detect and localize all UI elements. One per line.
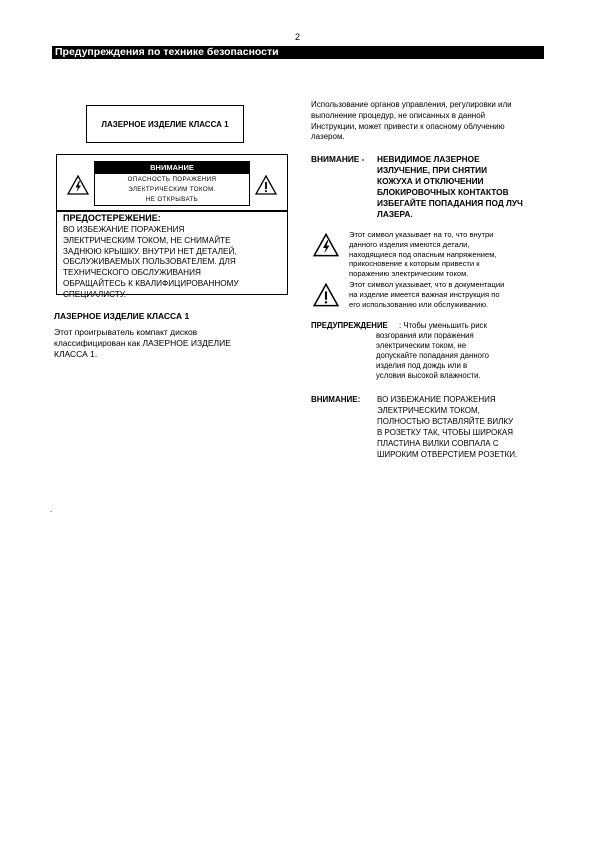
caution-line: ОБРАЩАЙТЕСЬ К КВАЛИФИЦИРОВАННОМУ [63, 278, 239, 288]
plug-attention-label: ВНИМАНИЕ: [311, 395, 361, 404]
caution-line: условия высокой влажности. [376, 371, 481, 380]
paragraph-line: выполнение процедур, не описанных в данной [311, 110, 486, 120]
paragraph-line: Использование органов управления, регулировки или [311, 100, 512, 109]
attention-line: ШИРОКИМ ОТВЕРСТИЕМ РОЗЕТКИ. [377, 449, 518, 459]
laser-warning-label: ВНИМАНИЕ - [311, 154, 365, 164]
laser-class-paragraph [54, 327, 276, 361]
lightning-triangle-icon [67, 175, 89, 195]
caution-box [56, 210, 288, 299]
laser-class-heading: ЛАЗЕРНОЕ ИЗДЕЛИЕ КЛАССА 1 [54, 311, 190, 321]
description-line: Этот символ указывает, что в документации [349, 280, 505, 289]
caution-text [63, 225, 281, 301]
caution-line: допускайте попадания данного [376, 351, 489, 360]
caution-line: электрическим током, не [376, 341, 467, 350]
attention-line: ПОЛНОСТЬЮ ВСТАВЛЯЙТЕ ВИЛКУ [377, 416, 514, 426]
description-line: на изделие имеется важная инструкция по [349, 289, 500, 299]
paragraph-line: КЛАССА 1. [54, 349, 98, 360]
warning-line: ИЗБЕГАЙТЕ ПОПАДАНИЯ ПОД ЛУЧ [377, 197, 523, 208]
stray-dot: . [50, 505, 53, 514]
controls-warning-paragraph [311, 100, 543, 143]
caution-line: ОБСЛУЖИВАЕМЫХ ПОЛЬЗОВАТЕЛЕМ. ДЛЯ [63, 257, 236, 267]
warning-line: ЛАЗЕРА. [377, 208, 413, 219]
caution-title: ПРЕДОСТЕРЕЖЕНИЕ: [63, 213, 161, 223]
laser-class-label: ЛАЗЕРНОЕ ИЗДЕЛИЕ КЛАССА 1 [86, 105, 244, 143]
section-header [52, 46, 544, 59]
caution-line: изделия под дождь или в [376, 361, 468, 370]
attention-line: В РОЗЕТКУ ТАК, ЧТОБЫ ШИРОКАЯ [377, 427, 513, 437]
warning-notice [94, 161, 250, 206]
paragraph-line: лазером. [311, 132, 345, 142]
moisture-caution-text [376, 331, 546, 381]
caution-line: возгорания или поражения [376, 331, 474, 340]
lightning-symbol-description [349, 230, 549, 279]
attention-line: ПЛАСТИНА ВИЛКИ СОВПАЛА С [377, 438, 499, 448]
plug-attention-text [377, 395, 547, 460]
warning-line: ОПАСНОСТЬ ПОРАЖЕНИЯ [127, 176, 217, 183]
warning-line: БЛОКИРОВОЧНЫХ КОНТАКТОВ [377, 186, 509, 197]
warning-notice-text [95, 175, 249, 205]
description-line: Этот символ указывает на то, что внутри [349, 230, 494, 239]
exclamation-symbol-description [349, 280, 549, 309]
caution-line: ЗАДНЮЮ КРЫШКУ. ВНУТРИ НЕТ ДЕТАЛЕЙ, [63, 246, 237, 256]
laser-warning-text [377, 154, 547, 219]
paragraph-line: Этот проигрыватель компакт дисков [54, 327, 198, 337]
caution-line: СПЕЦИАЛИСТУ. [63, 289, 127, 299]
caution-line: ТЕХНИЧЕСКОГО ОБСЛУЖИВАНИЯ [63, 268, 201, 278]
exclamation-triangle-icon [255, 175, 277, 195]
description-line: его использованию или обслуживанию. [349, 299, 489, 309]
paragraph-line: классифицирован как ЛАЗЕРНОЕ ИЗДЕЛИЕ [54, 338, 231, 349]
caution-line: ВО ИЗБЕЖАНИЕ ПОРАЖЕНИЯ [63, 225, 185, 234]
attention-line: ЭЛЕКТРИЧЕСКИМ ТОКОМ, [377, 405, 480, 415]
attention-line: ВО ИЗБЕЖАНИЕ ПОРАЖЕНИЯ [377, 395, 496, 404]
exclamation-triangle-icon [313, 283, 339, 307]
warning-line: НЕ ОТКРЫВАТЬ [145, 196, 199, 203]
warning-line: КОЖУХА И ОТКЛЮЧЕНИИ [377, 175, 484, 186]
warning-line: НЕВИДИМОЕ ЛАЗЕРНОЕ [377, 154, 480, 164]
lightning-triangle-icon [313, 233, 339, 257]
description-line: находящиеся под опасным напряжением, [349, 249, 497, 259]
moisture-caution-first-line: : Чтобы уменьшить риск [399, 321, 487, 330]
description-line: прикосновение к которым привести к [349, 259, 480, 269]
description-line: поражению электрическим током. [349, 269, 469, 279]
description-line: данного изделия имеются детали, [349, 239, 470, 249]
paragraph-line: Инструкции, может привести к опасному облучению [311, 121, 505, 131]
page-number: 2 [294, 32, 300, 42]
warning-line: ИЗЛУЧЕНИЕ, ПРИ СНЯТИИ [377, 164, 488, 175]
warning-notice-title: ВНИМАНИЕ [95, 162, 249, 174]
caution-line: ЭЛЕКТРИЧЕСКИМ ТОКОМ, НЕ СНИМАЙТЕ [63, 235, 231, 245]
warning-line: ЭЛЕКТРИЧЕСКИМ ТОКОМ. [128, 186, 216, 193]
moisture-caution-label: ПРЕДУПРЕЖДЕНИЕ [311, 321, 388, 330]
section-title: Предупреждения по технике безопасности [55, 46, 279, 58]
